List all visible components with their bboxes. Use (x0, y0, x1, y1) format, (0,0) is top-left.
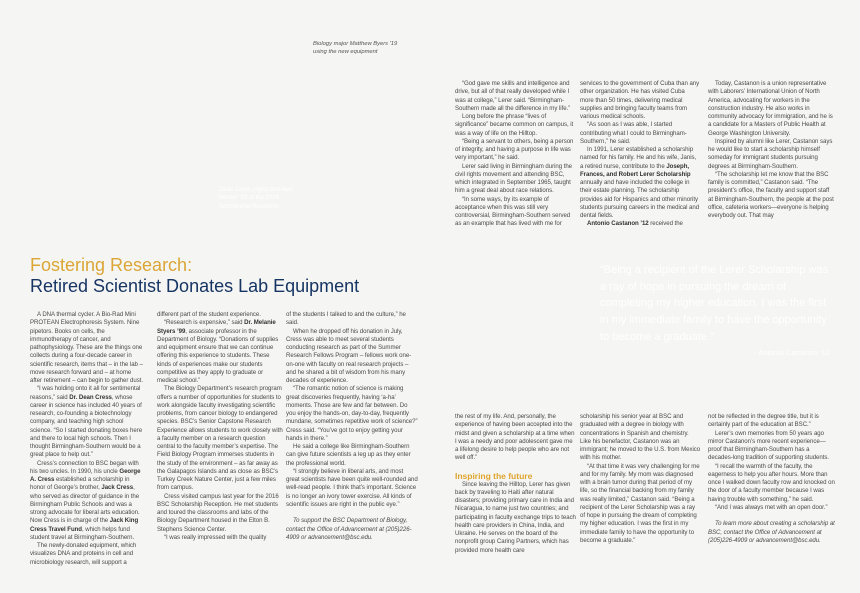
text-run: not be reflected in the degree title, but it is certainly part of the education at BSC.” (708, 413, 819, 429)
text-run: He said a college like Birmingham-Southern can give future scientists a leg up as they enter the professional world. (286, 443, 411, 467)
paragraph (708, 504, 835, 512)
paragraph (580, 146, 700, 220)
bold-name: George A. Cress (30, 467, 141, 483)
bold-name: Jack Cress (101, 484, 134, 492)
paragraph (455, 138, 576, 163)
text-run: Since leaving the Hilltop, Lerer has given back by traveling to Haiti after natural disasters; providing primary care in India and Nicaragua, to name just two countries; and participating in faculty exchange trips to teach health care providers in China, India, and Ukraine. He serves on the board of the nonprofit group Caring Partners, which has provided more health care (455, 480, 576, 554)
text-run: the rest of my life. And, personally, the experience of having been accepted into the midst and given a scholarship at a time when I was a needy and poor adolescent gave me a lifelong desire to help people who are not well off.” (455, 413, 575, 462)
text-run: services to the government of Cuba than any other organization. He has visited Cuba more than 50 times, delivering medical supplies and bringing faculty teams from various medical schools. (580, 80, 700, 120)
paragraph (708, 430, 835, 463)
paragraph (580, 121, 700, 146)
headline-kicker: Fostering Research: (30, 255, 193, 275)
paragraph (157, 319, 283, 385)
paragraph (286, 468, 418, 509)
paragraph (580, 413, 701, 463)
text-run: , whose career in science has included 40 years of research, co-founding a biotechnology company, and teaching high school science. “So I started donating boxes here and there to local high schools. Then I thought Birmingham-Southern would be a great place to help out.” (30, 393, 143, 459)
text-run: “And I was always met with an open door.” (715, 503, 828, 511)
paragraph (708, 80, 835, 138)
paragraph (708, 413, 835, 430)
bold-name: Dr. Dean Cress (69, 393, 112, 401)
text-run: “God gave me skills and intelligence and drive, but all of that really developed while I was at college,” Lerer said. “Birmingham-Southern made all the difference in my life.” (455, 80, 571, 112)
paragraph (708, 463, 835, 504)
text-run: In 1991, Lerer established a scholarship named for his family. He and his wife, Janis, a retired nurse, contribute to the (580, 146, 697, 170)
article-column (30, 311, 143, 567)
paragraph (580, 220, 700, 228)
text-run: Inspired by alumni like Lerer, Castanon says he would like to start a scholarship himself someday for immigrant students pursuing degrees at Birmingham-Southern. (708, 137, 833, 170)
photo-caption (313, 40, 397, 56)
paragraph (30, 385, 143, 459)
article-column (455, 80, 576, 229)
bold-name: Antonio Castanon ’12 (587, 220, 649, 228)
text-run: “The romantic notion of science is making great discoveries frequently, having ‘a-ha’ moments. Those are few and far between. Do you enjoy the hands-on, day-to-day, frequently mundane, sometimes repetitive work of science?” Cress said. “You’ve got to enjoy getting your hands in there.” (286, 385, 418, 442)
text-run: Today, Castanon is a union representative with Laborers’ International Union of North America, advocating for workers in the construction industry. He also works in community advocacy for immigration, and he is a candidate for a Masters of Public Health at George Washington University. (708, 80, 833, 137)
paragraph (455, 196, 576, 229)
paragraph (157, 534, 283, 542)
text-run: , who served as director of guidance in the Birmingham Public Schools and was a strong advocate for liberal arts education. Now Cress is in charge of the (30, 484, 140, 525)
text-run: scholarship his senior year at BSC and graduated with a degree in biology with concentrations in Spanish and chemistry. Like his benefactor, Castanon was an immigrant; he moved to the U.S. from Mexico with his mother. (580, 413, 701, 462)
text-run: annually and have included the college in their estate planning. The scholarship provides aid for Hispanics and other minority students pursuing careers in the medical and dental fields. (580, 179, 700, 219)
bold-name: Joseph, Frances, and Robert Lerer Scholarship (580, 162, 691, 178)
text-run: Long before the phrase “lives of significance” became common on campus, it was a way of life on the Hilltop. (455, 113, 574, 137)
pull-quote-attribution: - Antonio Castanon ’12 (754, 348, 830, 357)
article-column (286, 311, 418, 542)
text-run: “Research is expensive,” said (164, 319, 245, 327)
text-run: Cress visited campus last year for the 2016 BSC Scholarship Reception. He met students and toured the classrooms and labs of the Biology Department housed in the Elton B. Stephens Science Center. (157, 492, 279, 533)
text-run: Lerer’s own memories from 50 years ago mirror Castanon’s more recent experience—proof that Birmingham-Southern has a decades-long tradition of supporting students. (708, 429, 830, 462)
paragraph (455, 163, 576, 196)
article-column (580, 413, 701, 545)
photo-caption-reception: Dean Cress (right) and Alex Becker '19 at the 2016 Scholarship Reception (219, 187, 293, 210)
text-run: “In some ways, by its example of acceptance when this was still very controversial, Birmingham-Southern served as an example that has lived with me for (455, 195, 571, 228)
text-run: “Being a servant to others, being a person of integrity, and having a purpose in life was very important,” he said. (455, 137, 574, 162)
article-column (708, 80, 835, 220)
text-run: When he dropped off his donation in July, Cress was able to meet several students conducting research as part of the Summer Research Fellows Program – fellows work one-on-one with faculty on real research projects – and he shared a bit of wisdom from his many decades of experience. (286, 327, 412, 384)
paragraph (286, 328, 418, 386)
text-run: different part of the student experience. (157, 311, 261, 318)
text-run: “At that time it was very challenging for me and for my family. My mom was diagnosed with a brain tumor during that period of my life, so the financial backing from my family was really limited,” Castanon said. “Being a recipient of the Lerer Scholarship was a ray of hope in pursuing the dream of completing my higher education. I was the first in my immediate family to have the opportunity to become a graduate.” (580, 462, 700, 544)
text-run: of the students I talked to and the culture,” he said. (286, 311, 406, 327)
text-run: To learn more about creating a scholarship at BSC, contact the Office of Advancement at (205)226-4909 or advancement@bsc.edu. (708, 520, 835, 544)
article-column (580, 80, 700, 229)
paragraph (708, 138, 835, 171)
photo-caption-line: using the new equipment (313, 49, 378, 55)
text-run: The newly-donated equipment, which visualizes DNA and proteins in cell and microbiology research, will support a (30, 542, 137, 566)
paragraph (157, 385, 283, 492)
paragraph (286, 311, 418, 328)
closing-note (286, 517, 418, 542)
article-column (455, 413, 576, 555)
text-run: The Biology Department’s research program offers a number of opportunities for students to work alongside faculty investigating scientific problems, from cancer biology to endangered species. BSC’s Senior Capstone Research Experience allows students to work closely with a faculty member on a research question central to the faculty member’s expertise. The Field Biology Program immerses students in the study of the environment – as far away as the Galapagos Islands and as close as BSC’s Turkey Creek Nature Center, just a few miles from campus. (157, 385, 283, 492)
paragraph (455, 80, 576, 113)
paragraph (286, 385, 418, 443)
text-run: , which helps fund student travel at Birmingham-Southern. (30, 525, 135, 541)
article-column (708, 413, 835, 545)
text-run: “I was holding onto it all for sentimental reasons,” said (30, 385, 141, 401)
bold-name: Dr. Melanie Styers ’99 (157, 319, 276, 335)
text-run: , associate professor in the Department of Biology. “Donations of supplies and equipment ensure that we can continue offering this experience to students. These kinds of experiences make our students competitive as they apply to graduate or medical school.” (157, 327, 279, 384)
photo-caption-line: Biology major Matthew Byers '19 (313, 41, 398, 47)
text-run: “I recall the warmth of the faculty, the eagerness to help you after hours. More than once I walked down faculty row and knocked on the door of a faculty member because I was having trouble with something,” he said. (708, 462, 835, 503)
text-run: established a scholarship in honor of George’s brother, (30, 476, 130, 492)
text-run: “The scholarship let me know that the BSC family is committed,” Castanon said. “The president’s office, the faculty and support staff at Birmingham-Southern, the people at the post office, cafeteria workers—everyone is helping everybody out. That may (708, 170, 834, 219)
headline: Retired Scientist Donates Lab Equipment (30, 276, 360, 296)
paragraph (708, 171, 835, 221)
text-run: Cress’s connection to BSC began with his two uncles. In 1990, his uncle (30, 459, 139, 475)
paragraph (157, 493, 283, 534)
paragraph (580, 80, 700, 121)
paragraph (455, 113, 576, 138)
subhead: Inspiring the future (455, 470, 533, 481)
paragraph (455, 413, 576, 463)
paragraph (30, 311, 143, 385)
text-run: Lerer said living in Birmingham during the civil rights movement and attending BSC, which integrated in September 1965, taught him a great deal about race relations. (455, 162, 573, 195)
closing-note (708, 520, 835, 545)
pull-quote: “Being a recipient of the Lerer Scholarship was a ray of hope in pursuing the dream of completing my higher education. I was the first in my immediate family to have the opportunity to become a graduate.” (600, 264, 829, 343)
bold-name: Jack King Cress Travel Fund (30, 517, 139, 533)
paragraph (580, 463, 701, 546)
paragraph (30, 542, 143, 567)
paragraph (30, 460, 143, 543)
text-run: received the (648, 220, 683, 228)
text-run: A DNA thermal cycler. A Bio-Rad Mini PROTEAN Electrophoresis System. Nine pipetors. Books on cells, the immunotherapy of cancer, and pathophysiology. These are the things one collects during a four-decade career in scientific research, items that – in the lab – move research forward and – at home after retirement – can begin to gather dust. (30, 311, 143, 384)
article-column (157, 311, 283, 542)
text-run: To support the BSC Department of Biology, contact the Office of Advancement at (205)226-4909 or advancement@bsc.edu. (286, 517, 412, 541)
text-run: “I strongly believe in liberal arts, and most great scientists have been quite well-rounded and well-read people. I think that’s important. Science is no longer an ivory tower exercise. All kinds of scientific issues are right in the public eye.” (286, 467, 418, 508)
paragraph (157, 311, 283, 319)
paragraph (455, 481, 576, 555)
text-run: “As soon as I was able, I started contributing what I could to Birmingham-Southern,” he said. (580, 121, 687, 145)
text-run: “I was really impressed with the quality (164, 533, 267, 541)
paragraph (286, 443, 418, 468)
